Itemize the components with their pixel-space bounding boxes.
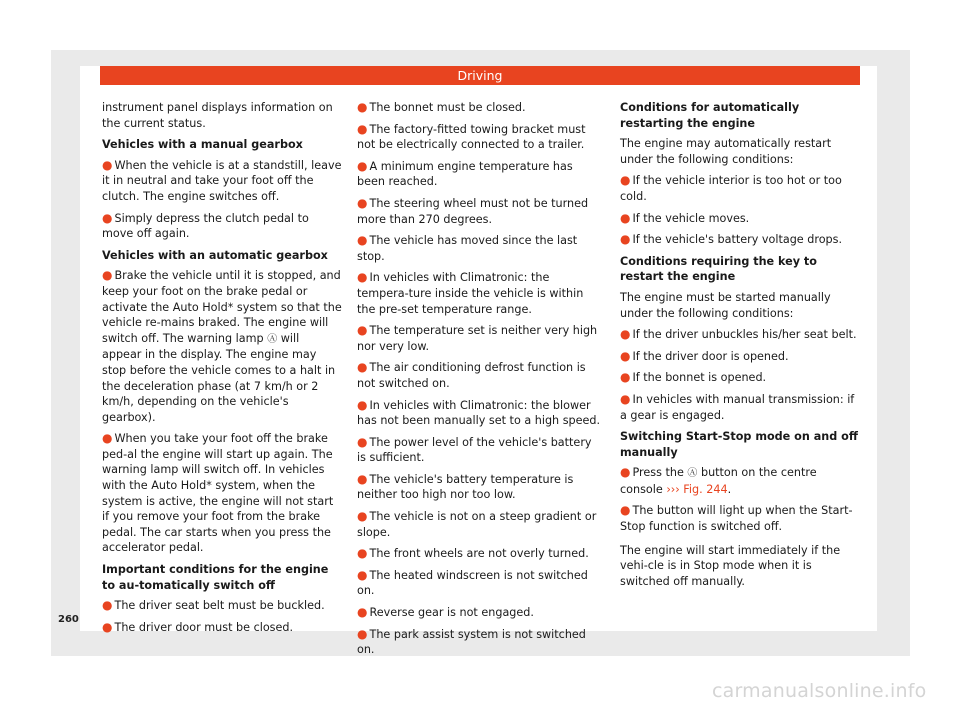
bullet-icon: ● bbox=[102, 619, 113, 634]
bullet-icon: ● bbox=[357, 397, 368, 412]
bullet-icon: ● bbox=[357, 509, 368, 524]
list-item: ● If the vehicle interior is too hot or too cold. bbox=[620, 173, 842, 203]
section-header: Driving bbox=[100, 66, 860, 85]
bullet-icon: ● bbox=[620, 348, 631, 363]
restart-intro: The engine may automatically restart under the following conditions: bbox=[620, 137, 832, 166]
column-3 bbox=[620, 100, 860, 595]
bullet-icon: ● bbox=[620, 370, 631, 385]
heading-important-conditions: Important conditions for the engine to au-tomatically switch off bbox=[102, 563, 329, 592]
list-item: ● The park assist system is not switched on. bbox=[357, 626, 586, 657]
heading-automatic-gearbox: Vehicles with an automatic gearbox bbox=[102, 248, 328, 262]
list-item: ● The front wheels are not overly turned. bbox=[357, 546, 589, 561]
bullet-icon: ● bbox=[357, 546, 368, 561]
list-item: ● If the driver door is opened. bbox=[620, 348, 789, 363]
list-item: ● If the bonnet is opened. bbox=[620, 370, 767, 385]
heading-restart-conditions: Conditions for automatically restarting the engine bbox=[620, 101, 800, 130]
bullet-icon: ● bbox=[102, 268, 113, 283]
bullet-icon: ● bbox=[620, 465, 631, 480]
heading-switch-start-stop: Switching Start-Stop mode on and off manually bbox=[620, 430, 858, 459]
bullet-icon: ● bbox=[357, 567, 368, 582]
figure-reference-link[interactable]: ››› Fig. 244 bbox=[666, 482, 728, 496]
list-item: ● The driver seat belt must be buckled. bbox=[102, 598, 325, 613]
list-item: ● The steering wheel must not be turned more than 270 degrees. bbox=[357, 195, 589, 226]
bullet-icon: ● bbox=[357, 100, 368, 114]
bullet-icon: ● bbox=[102, 598, 113, 613]
bullet-icon: ● bbox=[357, 233, 368, 248]
list-item: ● The vehicle's battery temperature is neither too high nor too low. bbox=[357, 471, 574, 502]
bullet-icon: ● bbox=[357, 158, 368, 173]
page-number: 260 bbox=[58, 614, 79, 625]
list-item: ● The power level of the vehicle's battery is sufficient. bbox=[357, 434, 592, 465]
list-item: ● The factory-fitted towing bracket must not be electrically connected to a trailer. bbox=[357, 121, 586, 152]
bullet-icon: ● bbox=[620, 503, 631, 518]
list-item: ● The button will light up when the Start-Stop function is switched off. bbox=[620, 503, 853, 534]
list-item: ● Simply depress the clutch pedal to move off again. bbox=[102, 210, 309, 241]
column-2 bbox=[357, 100, 603, 664]
bullet-icon: ● bbox=[102, 157, 113, 172]
bullet-icon: ● bbox=[357, 323, 368, 338]
list-item: ● When the vehicle is at a standstill, leave it in neutral and take your foot off the clutch. The engine switches off. bbox=[102, 157, 342, 203]
list-item: ● In vehicles with Climatronic: the tempera-ture inside the vehicle is within the pre-set temperature range. bbox=[357, 270, 584, 316]
bullet-icon: ● bbox=[357, 434, 368, 449]
bullet-icon: ● bbox=[357, 626, 368, 641]
list-item: ● A minimum engine temperature has been reached. bbox=[357, 158, 573, 189]
start-stop-button-icon: Ⓐ bbox=[687, 468, 698, 480]
list-item: ● The heated windscreen is not switched on. bbox=[357, 567, 588, 598]
key-intro: The engine must be started manually under the following conditions: bbox=[620, 290, 831, 320]
bullet-icon: ● bbox=[357, 195, 368, 210]
list-item: ● If the vehicle's battery voltage drops. bbox=[620, 232, 843, 247]
bullet-icon: ● bbox=[620, 327, 631, 342]
list-item: ● Reverse gear is not engaged. bbox=[357, 605, 534, 620]
list-item: ● The air conditioning defrost function is not switched on. bbox=[357, 360, 586, 390]
bullet-icon: ● bbox=[357, 270, 368, 285]
list-item: ● In vehicles with Climatronic: the blower has not been manually set to a high speed. bbox=[357, 397, 601, 428]
bullet-icon: ● bbox=[357, 121, 368, 136]
bullet-icon: ● bbox=[357, 605, 368, 620]
bullet-icon: ● bbox=[357, 471, 368, 486]
outro-text: The engine will start immediately if the vehi-cle is in Stop mode when it is switched off manually. bbox=[620, 543, 841, 588]
heading-manual-gearbox: Vehicles with a manual gearbox bbox=[102, 138, 303, 152]
list-item: ● The vehicle has moved since the last stop. bbox=[357, 233, 578, 263]
bullet-icon: ● bbox=[620, 210, 631, 225]
list-item: ● Brake the vehicle until it is stopped, and keep your foot on the brake pedal or activate the Auto Hold* system so that the vehicle re-mains braked. The engine will switch off. The warning lamp Ⓐ will appear in the display. The engine may stop before the vehicle comes to a halt in the deceleration phase (at 7 km/h or 2 km/h, depending on the vehicle's gearbox). bbox=[102, 268, 342, 424]
column-1 bbox=[102, 100, 342, 641]
list-item: ● The driver door must be closed. bbox=[102, 619, 294, 634]
list-item: ● The vehicle is not on a steep gradient or slope. bbox=[357, 509, 597, 539]
bullet-icon: ● bbox=[620, 232, 631, 247]
bullet-icon: ● bbox=[620, 173, 631, 188]
watermark: carmanualsonline.info bbox=[712, 680, 927, 702]
list-item: ● The bonnet must be closed. bbox=[357, 100, 526, 114]
list-item: ● The temperature set is neither very high nor very low. bbox=[357, 323, 598, 353]
warning-lamp-icon: Ⓐ bbox=[267, 333, 278, 345]
bullet-icon: ● bbox=[102, 210, 113, 225]
intro-text: instrument panel displays information on the current status. bbox=[102, 101, 333, 130]
list-item: ● In vehicles with manual transmission: if a gear is engaged. bbox=[620, 391, 855, 422]
list-item: ● Press the Ⓐ button on the centre console ››› Fig. 244. bbox=[620, 465, 817, 496]
heading-key-restart: Conditions requiring the key to restart the engine bbox=[620, 254, 817, 284]
list-item: ● If the vehicle moves. bbox=[620, 210, 750, 225]
bullet-icon: ● bbox=[102, 431, 113, 446]
list-item: ● When you take your foot off the brake ped-al the engine will start up again. The warning lamp will switch off. In vehicles with the Auto Hold* system, when the system is active, the engine will not start if you remove your foot from the brake pedal. The car starts when you press the accelerator pedal. bbox=[102, 431, 334, 555]
bullet-icon: ● bbox=[620, 391, 631, 406]
list-item: ● If the driver unbuckles his/her seat belt. bbox=[620, 327, 857, 342]
bullet-icon: ● bbox=[357, 360, 368, 375]
